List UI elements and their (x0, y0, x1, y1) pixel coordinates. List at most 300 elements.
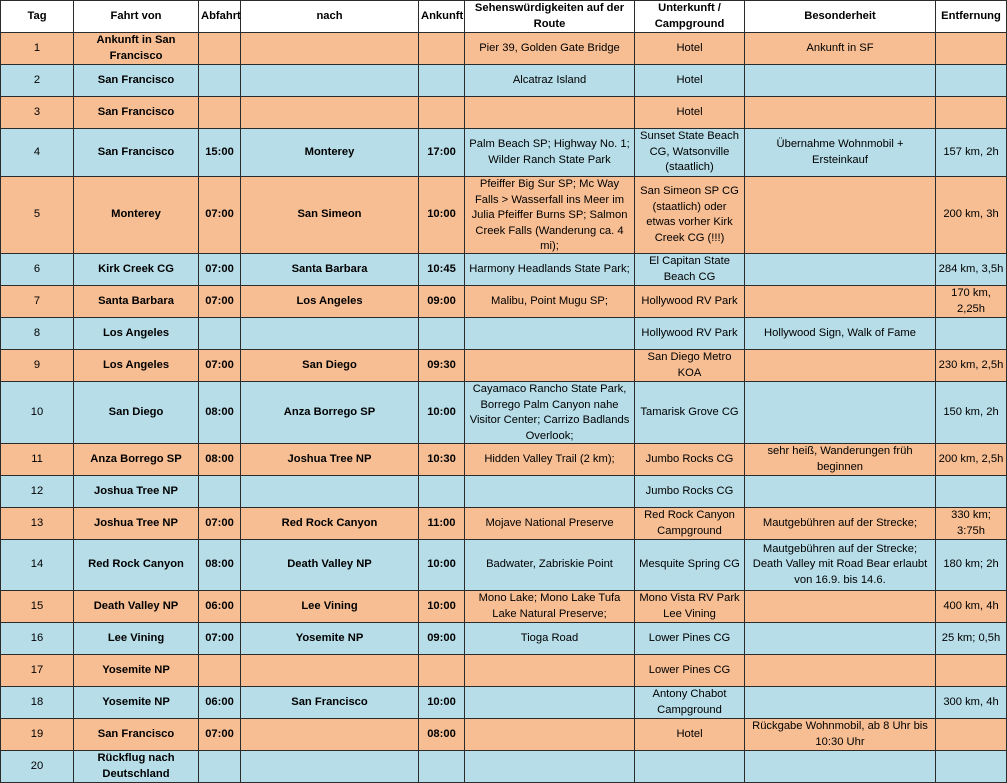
cell-tag-text: 3 (33, 105, 41, 118)
cell-sehenswuerdigkeiten[interactable] (465, 65, 635, 97)
cell-unterkunft[interactable] (635, 719, 745, 751)
cell-unterkunft[interactable] (635, 444, 745, 476)
cell-sehenswuerdigkeiten[interactable] (465, 286, 635, 318)
cell-sehenswuerdigkeiten[interactable] (465, 623, 635, 655)
cell-unterkunft[interactable] (635, 687, 745, 719)
cell-fahrt-von[interactable] (74, 350, 199, 382)
cell-unterkunft[interactable] (635, 129, 745, 177)
cell-fahrt-von[interactable] (74, 751, 199, 783)
cell-besonderheit-text: Rückgabe Wohnmobil, ab 8 Uhr bis 10:30 Uhr (752, 720, 928, 748)
cell-abfahrt-text: 07:00 (205, 294, 234, 307)
cell-fahrt-von[interactable] (74, 719, 199, 751)
cell-nach[interactable] (241, 655, 419, 687)
cell-nach-text: Joshua Tree NP (287, 452, 372, 465)
cell-nach[interactable] (241, 286, 419, 318)
cell-sehenswuerdigkeiten[interactable] (465, 508, 635, 540)
cell-tag[interactable] (1, 129, 74, 177)
cell-sehenswuerdigkeiten-text: Palm Beach SP; Highway No. 1; Wilder Ranch State Park (469, 138, 630, 166)
header-entfernung[interactable]: Entfernung (936, 1, 1007, 33)
header-sehenswuerdigkeiten[interactable]: Sehenswürdigkeiten auf der Route (465, 1, 635, 33)
cell-unterkunft[interactable] (635, 591, 745, 623)
cell-nach-text: San Francisco (291, 695, 368, 708)
cell-nach[interactable] (241, 591, 419, 623)
cell-ankunft-text: 09:00 (427, 294, 456, 307)
cell-ankunft[interactable] (419, 254, 465, 286)
cell-ankunft-text: 10:00 (427, 208, 456, 221)
cell-sehenswuerdigkeiten[interactable] (465, 476, 635, 508)
cell-tag-text: 17 (30, 663, 44, 676)
cell-entfernung[interactable] (936, 444, 1007, 476)
cell-abfahrt[interactable] (199, 350, 241, 382)
cell-unterkunft[interactable] (635, 177, 745, 254)
cell-sehenswuerdigkeiten-text: Mojave National Preserve (485, 516, 614, 529)
cell-nach[interactable] (241, 129, 419, 177)
cell-entfernung[interactable] (936, 687, 1007, 719)
cell-tag[interactable] (1, 476, 74, 508)
cell-nach-text: Santa Barbara (291, 262, 368, 275)
cell-nach[interactable] (241, 33, 419, 65)
table-row (1, 476, 1007, 508)
cell-entfernung[interactable] (936, 129, 1007, 177)
cell-fahrt-von-text: Red Rock Canyon (88, 558, 184, 571)
cell-besonderheit[interactable] (745, 508, 936, 540)
cell-sehenswuerdigkeiten[interactable] (465, 382, 635, 444)
cell-nach[interactable] (241, 382, 419, 444)
cell-abfahrt-text: 06:00 (205, 695, 234, 708)
cell-besonderheit[interactable] (745, 623, 936, 655)
cell-besonderheit[interactable] (745, 444, 936, 476)
cell-abfahrt[interactable] (199, 591, 241, 623)
cell-abfahrt-text: 07:00 (205, 358, 234, 371)
cell-unterkunft-text: Mono Vista RV Park Lee Vining (639, 592, 740, 620)
cell-unterkunft-text: Hollywood RV Park (641, 326, 738, 339)
cell-ankunft-text: 17:00 (427, 145, 456, 158)
table-row (1, 508, 1007, 540)
cell-fahrt-von[interactable] (74, 318, 199, 350)
cell-unterkunft-text: Hotel (676, 727, 703, 740)
cell-abfahrt-text: 15:00 (205, 145, 234, 158)
cell-fahrt-von[interactable] (74, 65, 199, 97)
cell-nach[interactable] (241, 508, 419, 540)
cell-abfahrt[interactable] (199, 719, 241, 751)
cell-tag[interactable] (1, 623, 74, 655)
cell-tag[interactable] (1, 33, 74, 65)
cell-nach[interactable] (241, 687, 419, 719)
cell-abfahrt[interactable] (199, 444, 241, 476)
cell-abfahrt[interactable] (199, 129, 241, 177)
cell-besonderheit-text: Übernahme Wohnmobil + Ersteinkauf (776, 138, 904, 166)
cell-tag-text: 16 (30, 631, 44, 644)
cell-fahrt-von[interactable] (74, 286, 199, 318)
cell-besonderheit[interactable] (745, 540, 936, 591)
cell-fahrt-von[interactable] (74, 687, 199, 719)
cell-entfernung-text: 400 km, 4h (943, 599, 999, 612)
cell-abfahrt[interactable] (199, 623, 241, 655)
cell-entfernung[interactable] (936, 623, 1007, 655)
header-abfahrt[interactable]: Abfahrt (199, 1, 241, 33)
cell-sehenswuerdigkeiten[interactable] (465, 254, 635, 286)
cell-fahrt-von[interactable] (74, 33, 199, 65)
cell-tag[interactable] (1, 655, 74, 687)
cell-sehenswuerdigkeiten[interactable] (465, 177, 635, 254)
cell-ankunft[interactable] (419, 508, 465, 540)
cell-unterkunft[interactable] (635, 751, 745, 783)
cell-entfernung[interactable] (936, 177, 1007, 254)
header-ankunft[interactable]: Ankunft (419, 1, 465, 33)
cell-entfernung[interactable] (936, 350, 1007, 382)
cell-nach[interactable] (241, 65, 419, 97)
cell-ankunft[interactable] (419, 540, 465, 591)
cell-entfernung-text: 170 km, 2,25h (951, 287, 991, 315)
cell-sehenswuerdigkeiten[interactable] (465, 540, 635, 591)
cell-tag[interactable] (1, 177, 74, 254)
cell-sehenswuerdigkeiten[interactable] (465, 350, 635, 382)
cell-fahrt-von-text: Los Angeles (102, 358, 170, 371)
cell-entfernung-text: 180 km; 2h (943, 558, 999, 571)
cell-tag[interactable] (1, 751, 74, 783)
cell-fahrt-von-text: San Diego (108, 405, 164, 418)
cell-tag-text: 13 (30, 516, 44, 529)
table-row (1, 350, 1007, 382)
table-row (1, 751, 1007, 783)
cell-entfernung-text: 200 km, 3h (943, 208, 999, 221)
cell-fahrt-von-text: Lee Vining (107, 631, 165, 644)
cell-unterkunft-text: San Simeon SP CG (staatlich) oder etwas vorher Kirk Creek CG (!!!) (640, 185, 739, 244)
cell-ankunft[interactable] (419, 318, 465, 350)
cell-ankunft[interactable] (419, 687, 465, 719)
cell-sehenswuerdigkeiten[interactable] (465, 655, 635, 687)
cell-unterkunft[interactable] (635, 350, 745, 382)
cell-entfernung[interactable] (936, 254, 1007, 286)
cell-sehenswuerdigkeiten-text: Pfeiffer Big Sur SP; Mc Way Falls > Wasserfall ins Meer im Julia Pfeiffer Burns SP; Salmon Creek Falls (Wanderung ca. 4 mi); (471, 178, 628, 252)
cell-unterkunft-text: El Capitan State Beach CG (649, 255, 730, 283)
cell-unterkunft[interactable] (635, 476, 745, 508)
cell-entfernung[interactable] (936, 719, 1007, 751)
cell-sehenswuerdigkeiten-text: Malibu, Point Mugu SP; (491, 294, 608, 307)
cell-besonderheit[interactable] (745, 350, 936, 382)
cell-entfernung[interactable] (936, 476, 1007, 508)
table-row (1, 129, 1007, 177)
cell-besonderheit[interactable] (745, 318, 936, 350)
cell-tag[interactable] (1, 719, 74, 751)
table-row (1, 540, 1007, 591)
cell-unterkunft[interactable] (635, 655, 745, 687)
cell-ankunft[interactable] (419, 591, 465, 623)
header-fahrt-von[interactable]: Fahrt von (74, 1, 199, 33)
cell-fahrt-von-text: Death Valley NP (93, 599, 179, 612)
cell-ankunft[interactable] (419, 719, 465, 751)
cell-nach-text: Yosemite NP (295, 631, 364, 644)
cell-fahrt-von-text: Yosemite NP (102, 695, 170, 708)
cell-fahrt-von-text: Santa Barbara (98, 294, 174, 307)
cell-tag-text: 6 (33, 262, 41, 275)
cell-unterkunft-text: Hotel (676, 105, 703, 118)
cell-fahrt-von-text: Anza Borrego SP (90, 452, 182, 465)
cell-unterkunft-text: Hollywood RV Park (641, 294, 738, 307)
cell-sehenswuerdigkeiten[interactable] (465, 751, 635, 783)
cell-nach[interactable] (241, 350, 419, 382)
cell-tag[interactable] (1, 65, 74, 97)
cell-fahrt-von[interactable] (74, 129, 199, 177)
cell-besonderheit[interactable] (745, 382, 936, 444)
cell-abfahrt[interactable] (199, 751, 241, 783)
cell-ankunft[interactable] (419, 382, 465, 444)
cell-abfahrt[interactable] (199, 33, 241, 65)
cell-tag-text: 9 (33, 358, 41, 371)
cell-tag[interactable] (1, 382, 74, 444)
cell-tag-text: 18 (30, 695, 44, 708)
table-row (1, 286, 1007, 318)
cell-tag[interactable] (1, 97, 74, 129)
cell-fahrt-von[interactable] (74, 591, 199, 623)
cell-unterkunft-text: Mesquite Spring CG (639, 558, 740, 571)
header-besonderheit[interactable]: Besonderheit (745, 1, 936, 33)
cell-sehenswuerdigkeiten[interactable] (465, 591, 635, 623)
cell-abfahrt-text: 07:00 (205, 208, 234, 221)
cell-fahrt-von-text: San Francisco (97, 73, 175, 86)
cell-abfahrt[interactable] (199, 177, 241, 254)
cell-nach[interactable] (241, 318, 419, 350)
cell-fahrt-von[interactable] (74, 508, 199, 540)
cell-abfahrt[interactable] (199, 508, 241, 540)
cell-entfernung-text: 150 km, 2h (943, 405, 999, 418)
cell-fahrt-von[interactable] (74, 540, 199, 591)
cell-unterkunft[interactable] (635, 33, 745, 65)
cell-unterkunft-text: Antony Chabot Campground (652, 688, 727, 716)
cell-besonderheit-text: Hollywood Sign, Walk of Fame (764, 326, 916, 339)
cell-tag[interactable] (1, 318, 74, 350)
cell-fahrt-von[interactable] (74, 254, 199, 286)
cell-nach-text: Red Rock Canyon (281, 516, 378, 529)
cell-sehenswuerdigkeiten-text: Alcatraz Island (512, 73, 587, 86)
cell-abfahrt[interactable] (199, 655, 241, 687)
cell-unterkunft[interactable] (635, 540, 745, 591)
cell-fahrt-von[interactable] (74, 177, 199, 254)
cell-ankunft[interactable] (419, 129, 465, 177)
cell-besonderheit[interactable] (745, 286, 936, 318)
cell-fahrt-von-text: San Francisco (97, 727, 175, 740)
cell-ankunft-text: 10:00 (427, 405, 456, 418)
cell-tag[interactable] (1, 286, 74, 318)
cell-tag[interactable] (1, 687, 74, 719)
header-tag[interactable]: Tag (1, 1, 74, 33)
cell-tag-text: 11 (31, 452, 43, 465)
cell-tag[interactable] (1, 508, 74, 540)
cell-ankunft[interactable] (419, 97, 465, 129)
cell-entfernung[interactable] (936, 318, 1007, 350)
cell-sehenswuerdigkeiten[interactable] (465, 318, 635, 350)
cell-unterkunft-text: San Diego Metro KOA (647, 351, 732, 379)
cell-besonderheit[interactable] (745, 476, 936, 508)
cell-fahrt-von-text: San Francisco (97, 105, 175, 118)
cell-unterkunft[interactable] (635, 97, 745, 129)
cell-ankunft[interactable] (419, 350, 465, 382)
cell-unterkunft[interactable] (635, 254, 745, 286)
cell-ankunft[interactable] (419, 33, 465, 65)
cell-entfernung-text: 200 km, 2,5h (938, 452, 1004, 465)
cell-fahrt-von-text: San Francisco (97, 145, 175, 158)
cell-sehenswuerdigkeiten-text: Hidden Valley Trail (2 km); (484, 452, 615, 465)
cell-sehenswuerdigkeiten[interactable] (465, 33, 635, 65)
cell-abfahrt-text: 07:00 (205, 631, 234, 644)
cell-ankunft[interactable] (419, 623, 465, 655)
cell-ankunft-text: 10:00 (427, 558, 456, 571)
cell-sehenswuerdigkeiten-text: Mono Lake; Mono Lake Tufa Lake Natural Preserve; (478, 592, 621, 620)
cell-ankunft[interactable] (419, 286, 465, 318)
cell-besonderheit[interactable] (745, 655, 936, 687)
cell-fahrt-von-text: Ankunft in San Francisco (96, 34, 176, 62)
cell-nach-text: Anza Borrego SP (283, 405, 376, 418)
cell-fahrt-von-text: Rückflug nach Deutschland (97, 752, 175, 780)
cell-ankunft[interactable] (419, 655, 465, 687)
cell-entfernung[interactable] (936, 382, 1007, 444)
cell-unterkunft-text: Hotel (676, 41, 703, 54)
cell-ankunft-text: 10:45 (427, 262, 456, 275)
cell-besonderheit-text: Mautgebühren auf der Strecke; Death Valley mit Road Bear erlaubt von 16.9. bis 14.6. (752, 542, 928, 586)
header-nach[interactable]: nach (241, 1, 419, 33)
cell-unterkunft-text: Tamarisk Grove CG (640, 405, 739, 418)
cell-unterkunft[interactable] (635, 318, 745, 350)
cell-tag[interactable] (1, 254, 74, 286)
cell-tag-text: 8 (33, 326, 41, 339)
cell-besonderheit[interactable] (745, 591, 936, 623)
cell-sehenswuerdigkeiten-text: Badwater, Zabriskie Point (486, 558, 613, 571)
cell-nach-text: Los Angeles (296, 294, 363, 307)
cell-ankunft[interactable] (419, 444, 465, 476)
cell-unterkunft-text: Sunset State Beach CG, Watsonville (staatlich) (640, 130, 739, 174)
cell-abfahrt[interactable] (199, 318, 241, 350)
cell-entfernung[interactable] (936, 540, 1007, 591)
cell-nach[interactable] (241, 751, 419, 783)
header-unterkunft[interactable]: Unterkunft / Campground (635, 1, 745, 33)
cell-sehenswuerdigkeiten[interactable] (465, 687, 635, 719)
cell-unterkunft[interactable] (635, 508, 745, 540)
cell-unterkunft-text: Lower Pines CG (648, 631, 731, 644)
cell-fahrt-von-text: Joshua Tree NP (94, 484, 178, 497)
cell-tag-text: 14 (30, 558, 44, 571)
cell-besonderheit[interactable] (745, 65, 936, 97)
cell-nach-text: Death Valley NP (287, 558, 372, 571)
cell-besonderheit[interactable] (745, 177, 936, 254)
cell-nach[interactable] (241, 719, 419, 751)
cell-fahrt-von-text: Monterey (111, 208, 161, 221)
cell-abfahrt[interactable] (199, 254, 241, 286)
cell-fahrt-von[interactable] (74, 623, 199, 655)
table-row (1, 444, 1007, 476)
cell-entfernung[interactable] (936, 655, 1007, 687)
cell-tag[interactable] (1, 540, 74, 591)
cell-abfahrt[interactable] (199, 382, 241, 444)
cell-fahrt-von-text: Kirk Creek CG (98, 262, 174, 275)
cell-fahrt-von[interactable] (74, 97, 199, 129)
cell-abfahrt-text: 08:00 (205, 405, 234, 418)
cell-nach[interactable] (241, 97, 419, 129)
cell-entfernung[interactable] (936, 751, 1007, 783)
cell-abfahrt[interactable] (199, 97, 241, 129)
cell-nach[interactable] (241, 177, 419, 254)
cell-ankunft[interactable] (419, 177, 465, 254)
cell-ankunft[interactable] (419, 65, 465, 97)
cell-entfernung-text: 25 km; 0,5h (941, 631, 1001, 644)
cell-abfahrt[interactable] (199, 476, 241, 508)
cell-abfahrt[interactable] (199, 540, 241, 591)
cell-besonderheit[interactable] (745, 129, 936, 177)
cell-besonderheit[interactable] (745, 33, 936, 65)
cell-ankunft[interactable] (419, 751, 465, 783)
cell-fahrt-von-text: Los Angeles (102, 326, 170, 339)
cell-unterkunft[interactable] (635, 623, 745, 655)
cell-fahrt-von[interactable] (74, 444, 199, 476)
cell-nach[interactable] (241, 540, 419, 591)
cell-besonderheit[interactable] (745, 687, 936, 719)
cell-entfernung[interactable] (936, 65, 1007, 97)
cell-abfahrt[interactable] (199, 65, 241, 97)
cell-entfernung-text: 230 km, 2,5h (938, 358, 1004, 371)
cell-tag[interactable] (1, 444, 74, 476)
table-row (1, 65, 1007, 97)
table-row (1, 687, 1007, 719)
cell-besonderheit-text: sehr heiß, Wanderungen früh beginnen (767, 445, 913, 473)
table-row (1, 382, 1007, 444)
cell-besonderheit-text: Mautgebühren auf der Strecke; (762, 516, 918, 529)
cell-sehenswuerdigkeiten[interactable] (465, 129, 635, 177)
cell-sehenswuerdigkeiten[interactable] (465, 444, 635, 476)
cell-nach[interactable] (241, 444, 419, 476)
cell-besonderheit[interactable] (745, 719, 936, 751)
cell-sehenswuerdigkeiten-text: Harmony Headlands State Park; (469, 262, 630, 275)
table-row (1, 623, 1007, 655)
table-row (1, 591, 1007, 623)
cell-tag[interactable] (1, 350, 74, 382)
cell-abfahrt-text: 06:00 (205, 599, 234, 612)
cell-sehenswuerdigkeiten[interactable] (465, 719, 635, 751)
cell-fahrt-von[interactable] (74, 655, 199, 687)
cell-ankunft[interactable] (419, 476, 465, 508)
cell-entfernung[interactable] (936, 33, 1007, 65)
cell-sehenswuerdigkeiten[interactable] (465, 97, 635, 129)
cell-unterkunft-text: Jumbo Rocks CG (645, 484, 734, 497)
cell-tag-text: 1 (33, 41, 41, 54)
cell-ankunft-text: 09:30 (427, 358, 456, 371)
cell-besonderheit-text: Ankunft in SF (806, 41, 874, 54)
cell-entfernung[interactable] (936, 508, 1007, 540)
cell-entfernung[interactable] (936, 286, 1007, 318)
cell-besonderheit[interactable] (745, 254, 936, 286)
cell-fahrt-von[interactable] (74, 382, 199, 444)
cell-besonderheit[interactable] (745, 751, 936, 783)
cell-unterkunft[interactable] (635, 286, 745, 318)
cell-entfernung-text: 330 km; 3:75h (951, 509, 991, 537)
cell-abfahrt[interactable] (199, 286, 241, 318)
cell-nach[interactable] (241, 476, 419, 508)
table-row (1, 97, 1007, 129)
cell-unterkunft[interactable] (635, 382, 745, 444)
cell-tag-text: 4 (33, 145, 41, 158)
cell-unterkunft-text: Lower Pines CG (648, 663, 731, 676)
cell-entfernung[interactable] (936, 97, 1007, 129)
cell-tag-text: 12 (30, 484, 44, 497)
cell-tag-text: 20 (30, 759, 44, 772)
cell-nach[interactable] (241, 254, 419, 286)
cell-abfahrt[interactable] (199, 687, 241, 719)
cell-fahrt-von[interactable] (74, 476, 199, 508)
cell-tag[interactable] (1, 591, 74, 623)
cell-entfernung[interactable] (936, 591, 1007, 623)
cell-nach[interactable] (241, 623, 419, 655)
cell-unterkunft[interactable] (635, 65, 745, 97)
cell-besonderheit[interactable] (745, 97, 936, 129)
cell-nach-text: Lee Vining (301, 599, 358, 612)
